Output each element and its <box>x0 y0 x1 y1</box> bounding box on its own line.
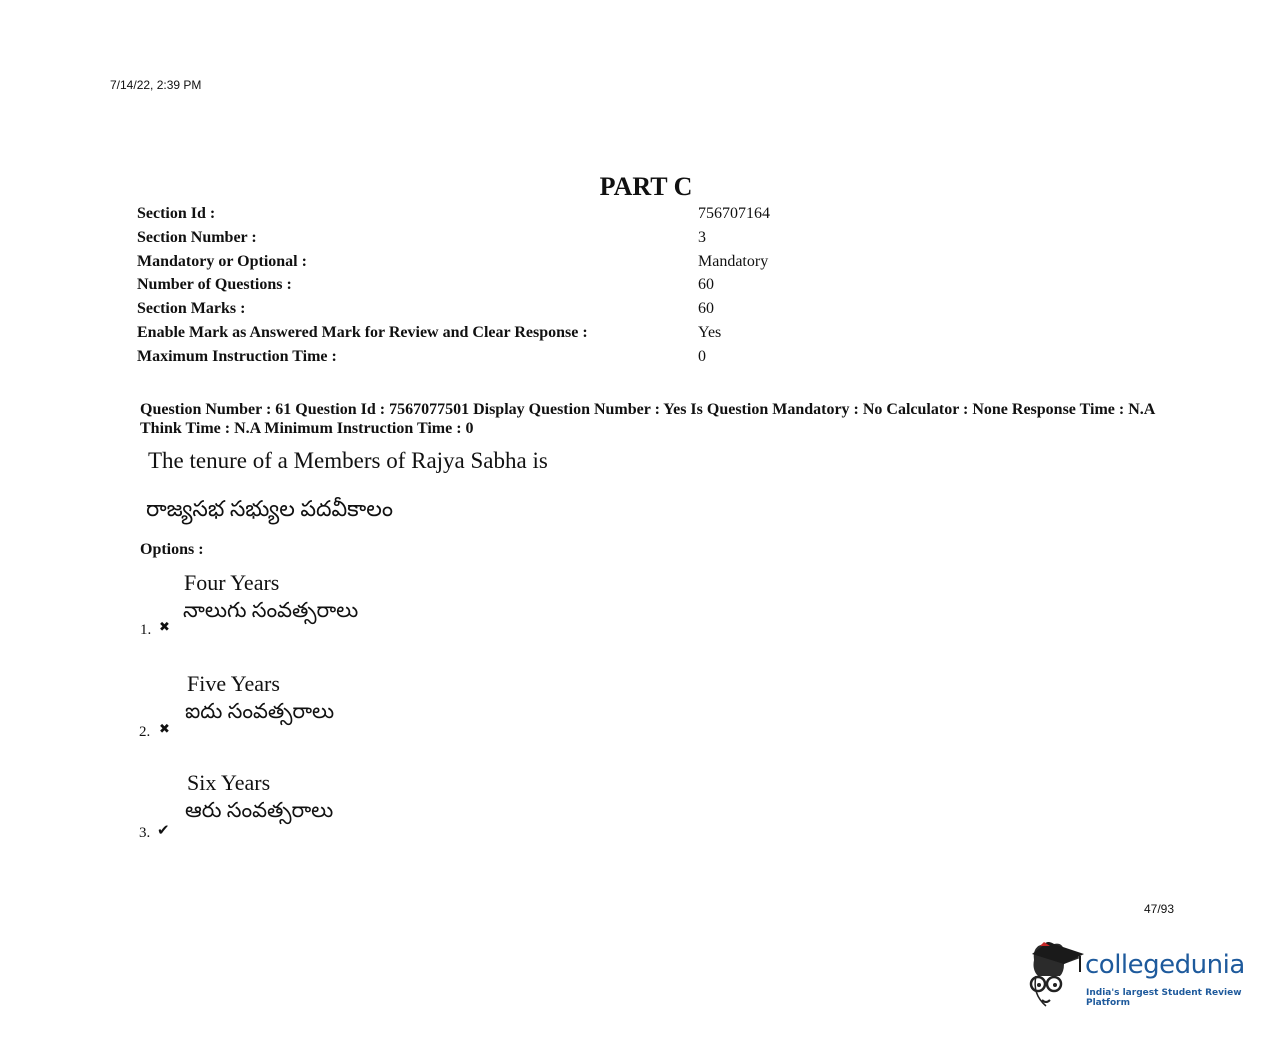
option-3-text-english: Six Years <box>187 770 271 795</box>
meta-label: Mandatory or Optional : <box>137 252 307 270</box>
meta-row <box>137 205 857 229</box>
option-1-number: 1. <box>140 622 152 638</box>
meta-row <box>137 324 857 348</box>
meta-value: 0 <box>698 347 706 365</box>
meta-label: Enable Mark as Answered Mark for Review and Clear Response : <box>137 323 588 341</box>
option-2-text-english: Five Years <box>187 671 280 696</box>
mascot-logo-icon <box>1024 938 1086 1010</box>
timestamp: 7/14/22, 2:39 PM <box>110 78 202 92</box>
brand-name: collegedunia <box>1085 950 1245 980</box>
meta-value: 3 <box>698 228 706 246</box>
meta-row <box>137 300 857 324</box>
correct-mark-icon: ✔ <box>157 821 170 839</box>
section-title: PART C <box>599 172 693 201</box>
option-3-number: 3. <box>139 825 151 841</box>
meta-value: 756707164 <box>698 205 770 222</box>
meta-label: Maximum Instruction Time : <box>137 347 337 365</box>
meta-label: Section Marks : <box>137 300 246 318</box>
meta-row <box>137 348 857 372</box>
question-stem-english: The tenure of a Members of Rajya Sabha is <box>148 448 548 473</box>
option-2-number: 2. <box>139 724 151 740</box>
brand-tagline: India's largest Student Review Platform <box>1086 988 1242 1008</box>
meta-label: Number of Questions : <box>137 276 292 294</box>
question-info: Question Number : 61 Question Id : 7567077501 Display Question Number : Yes Is Question Mandatory : No Calculator : None Response Time : N.A Think Time : N.A Minimum Instruction Time : 0 <box>140 401 1155 437</box>
wrong-mark-icon: ✖ <box>159 620 170 635</box>
option-1-text-english: Four Years <box>184 570 280 595</box>
meta-value: Mandatory <box>698 252 769 270</box>
meta-label: Section Number : <box>137 228 257 246</box>
option-1-text-telugu: నాలుగు సంవత్సరాలు <box>183 598 359 622</box>
meta-label: Section Id : <box>137 205 216 222</box>
meta-row <box>137 276 857 300</box>
page-number: 47/93 <box>1144 902 1175 916</box>
question-stem-telugu: రాజ్యసభ సభ్యుల పదవీకాలం <box>146 496 393 521</box>
meta-value: 60 <box>698 276 714 294</box>
wrong-mark-icon: ✖ <box>159 722 170 737</box>
option-2-text-telugu: ఐదు సంవత్సరాలు <box>185 699 335 723</box>
options-label: Options : <box>140 541 204 558</box>
section-meta-table <box>137 205 857 372</box>
meta-row <box>137 229 857 253</box>
meta-row <box>137 253 857 277</box>
meta-value: Yes <box>698 323 722 341</box>
meta-value: 60 <box>698 300 714 318</box>
option-3-text-telugu: ఆరు సంవత్సరాలు <box>185 798 334 822</box>
